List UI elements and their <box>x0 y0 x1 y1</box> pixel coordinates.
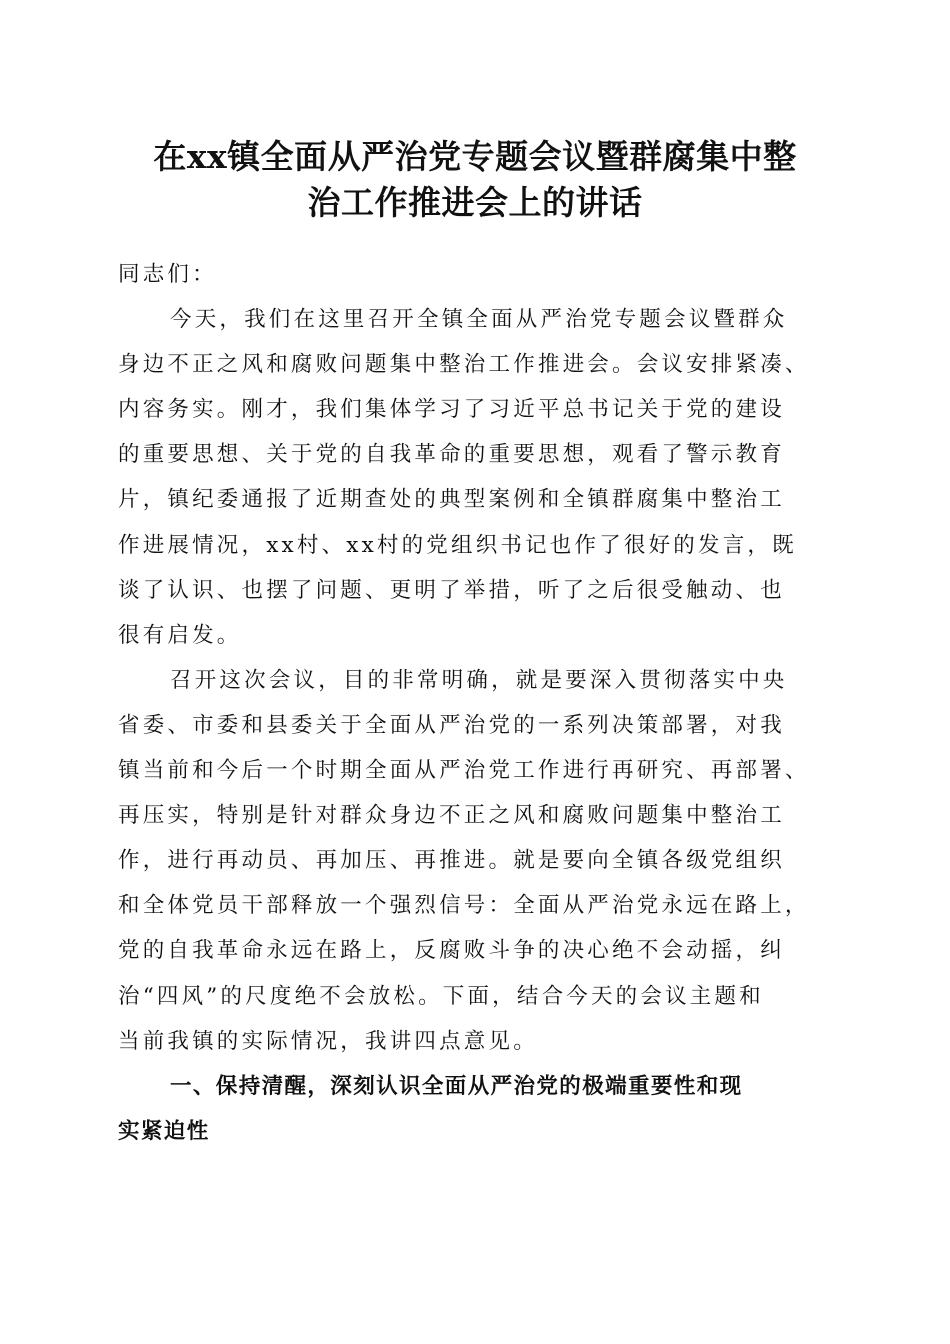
section-heading <box>118 1064 836 1154</box>
paragraph-line: 召开这次会议，目的非常明确，就是要深入贯彻落实中央 <box>170 667 788 693</box>
section-heading-line: 实紧迫性 <box>118 1118 210 1144</box>
paragraph-line: 镇当前和今后一个时期全面从严治党工作进行再研究、再部署、 <box>118 758 810 784</box>
paragraph-line: 谈了认识、也摆了问题、更明了举措，听了之后很受触动、也 <box>118 577 785 603</box>
paragraph-line: 片，镇纪委通报了近期查处的典型案例和全镇群腐集中整治工 <box>118 487 785 513</box>
title-line-2: 治工作推进会上的讲话 <box>307 183 643 222</box>
paragraph-line: 今天，我们在这里召开全镇全面从严治党专题会议暨群众 <box>170 307 788 333</box>
paragraph-opening <box>118 297 836 658</box>
paragraph-line: 作进展情况，xx村、xx村的党组织书记也作了很好的发言，既 <box>118 532 797 558</box>
paragraph-line: 再压实，特别是针对群众身边不正之风和腐败问题集中整治工 <box>118 803 785 829</box>
document-body <box>118 252 836 1154</box>
paragraph-line: 的重要思想、关于党的自我革命的重要思想，观看了警示教育 <box>118 442 785 468</box>
salutation: 同志们： <box>118 262 217 287</box>
paragraph-line: 当前我镇的实际情况，我讲四点意见。 <box>118 1028 538 1054</box>
paragraph-line: 省委、市委和县委关于全面从严治党的一系列决策部署，对我 <box>118 712 785 738</box>
document-title <box>90 134 860 226</box>
paragraph-line: 党的自我革命永远在路上，反腐败斗争的决心绝不会动摇，纠 <box>118 938 785 964</box>
section-heading-line: 一、保持清醒，深刻认识全面从严治党的极端重要性和现 <box>170 1073 743 1099</box>
paragraph-line: 身边不正之风和腐败问题集中整治工作推进会。会议安排紧凑、 <box>118 352 810 378</box>
paragraph-line: 内容务实。刚才，我们集体学习了习近平总书记关于党的建设 <box>118 397 785 423</box>
title-line-1: 在xx镇全面从严治党专题会议暨群腐集中整 <box>153 137 797 176</box>
paragraph-line: 和全体党员干部释放一个强烈信号：全面从严治党永远在路上， <box>118 893 810 919</box>
paragraph-line: 很有启发。 <box>118 622 242 648</box>
paragraph-purpose <box>118 658 836 1064</box>
paragraph-line: 治“四风”的尺度绝不会放松。下面，结合今天的会议主题和 <box>118 983 764 1009</box>
paragraph-line: 作，进行再动员、再加压、再推进。就是要向全镇各级党组织 <box>118 848 785 874</box>
